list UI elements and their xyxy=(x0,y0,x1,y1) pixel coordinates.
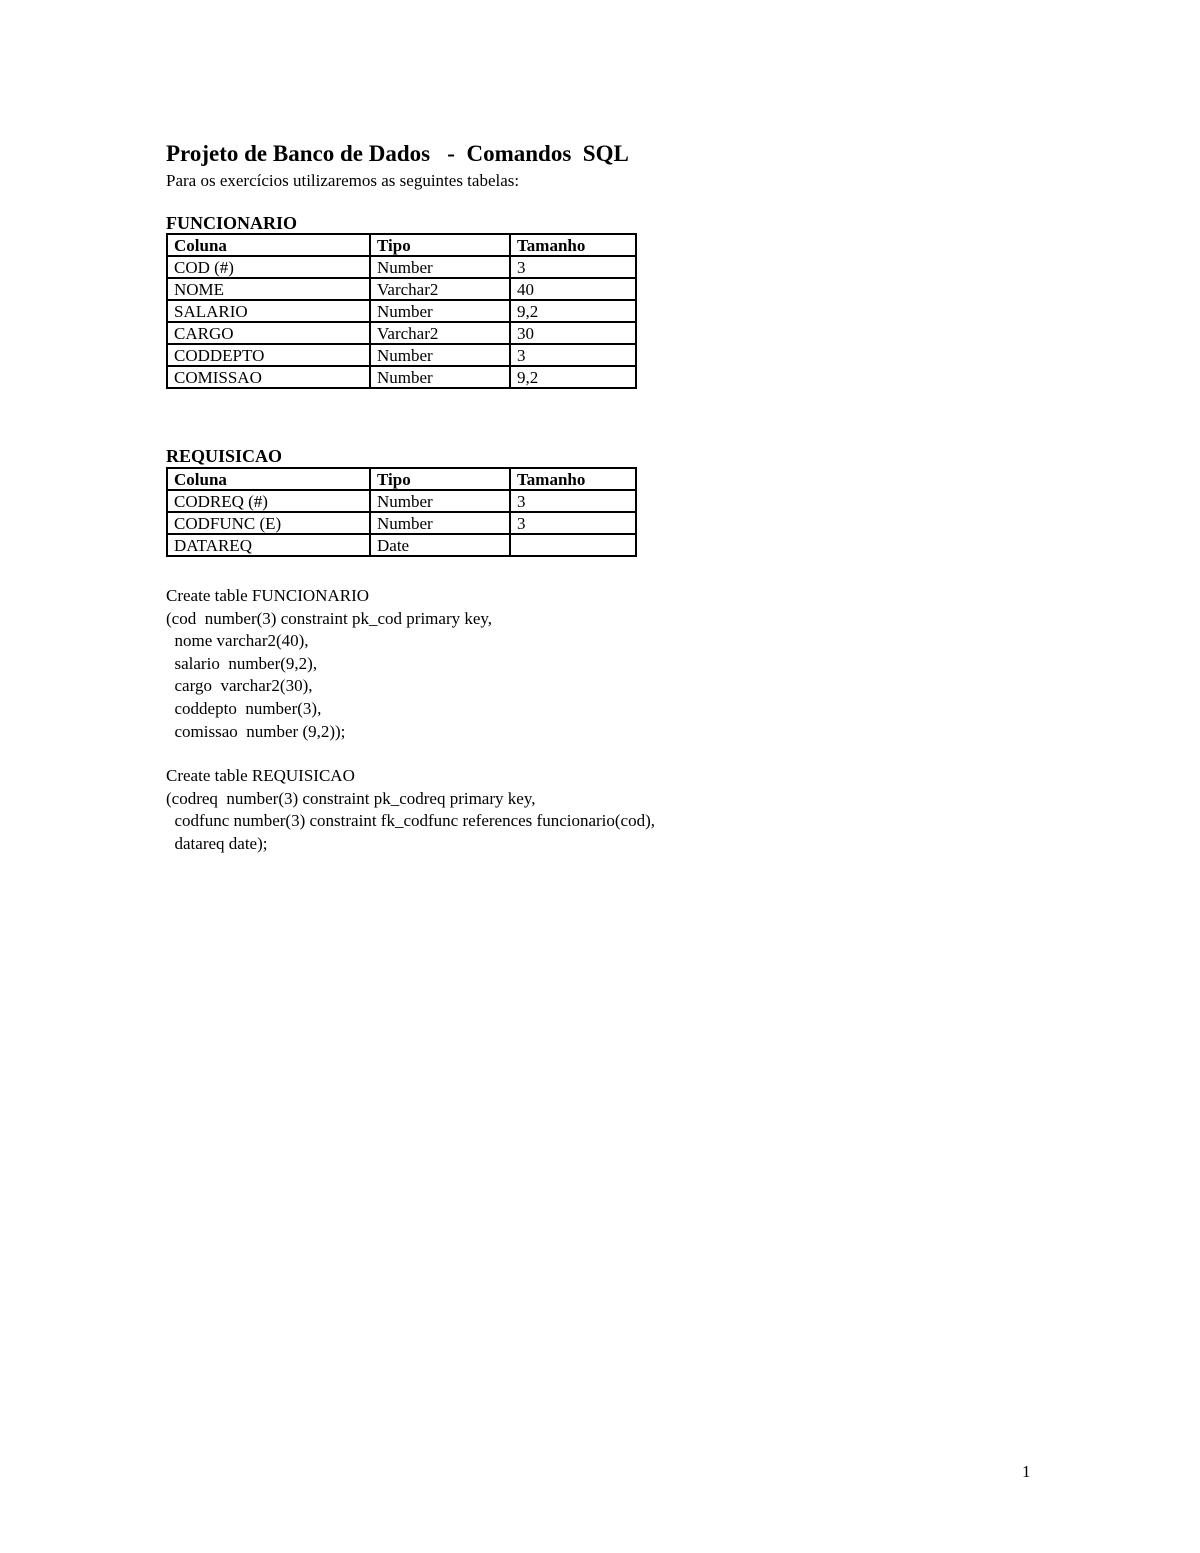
table-cell: DATAREQ xyxy=(167,534,370,556)
table-row xyxy=(167,278,636,300)
table-cell: 3 xyxy=(510,512,636,534)
table-cell: 3 xyxy=(510,344,636,366)
sql-create-requisicao xyxy=(166,765,655,855)
table-row xyxy=(167,300,636,322)
table-row xyxy=(167,490,636,512)
table-cell: Varchar2 xyxy=(370,278,510,300)
sql-line: comissao number (9,2)); xyxy=(166,721,346,741)
table-row xyxy=(167,534,636,556)
table-cell: 9,2 xyxy=(510,300,636,322)
intro-text: Para os exercícios utilizaremos as seguintes tabelas: xyxy=(166,171,520,190)
table-cell: Date xyxy=(370,534,510,556)
table-row xyxy=(167,256,636,278)
column-header: Coluna xyxy=(167,468,370,490)
sql-line: datareq date); xyxy=(166,833,268,853)
document-title: Projeto de Banco de Dados - Comandos SQL xyxy=(166,141,629,166)
table-cell: CODREQ (#) xyxy=(167,490,370,512)
column-header: Tamanho xyxy=(510,468,636,490)
table-cell: CARGO xyxy=(167,322,370,344)
table-cell: CODFUNC (E) xyxy=(167,512,370,534)
table-cell: SALARIO xyxy=(167,300,370,322)
sql-line: salario number(9,2), xyxy=(166,653,318,673)
table-cell xyxy=(510,534,636,556)
sql-line: Create table FUNCIONARIO xyxy=(166,586,370,605)
column-header: Tamanho xyxy=(510,234,636,256)
sql-line: Create table REQUISICAO xyxy=(166,766,355,785)
table-title-requisicao: REQUISICAO xyxy=(166,446,283,466)
table-cell: 30 xyxy=(510,322,636,344)
sql-line: cargo varchar2(30), xyxy=(166,676,313,696)
table-cell: 40 xyxy=(510,278,636,300)
table-header-row xyxy=(167,468,636,490)
table-cell: Number xyxy=(370,344,510,366)
column-header: Coluna xyxy=(167,234,370,256)
sql-line: codfunc number(3) constraint fk_codfunc references funcionario(cod), xyxy=(166,811,656,831)
page-number: 1 xyxy=(1022,1462,1031,1481)
sql-line: coddepto number(3), xyxy=(166,698,322,718)
sql-line: (cod number(3) constraint pk_cod primary key, xyxy=(166,608,493,628)
table-cell: Number xyxy=(370,256,510,278)
table-row xyxy=(167,512,636,534)
table-cell: 3 xyxy=(510,490,636,512)
table-cell: Number xyxy=(370,490,510,512)
table-cell: 3 xyxy=(510,256,636,278)
table-cell: COMISSAO xyxy=(167,366,370,388)
table-row xyxy=(167,344,636,366)
sql-create-funcionario xyxy=(166,585,492,743)
table-cell: COD (#) xyxy=(167,256,370,278)
table-title-funcionario: FUNCIONARIO xyxy=(166,213,298,233)
table-cell: Number xyxy=(370,512,510,534)
table-cell: NOME xyxy=(167,278,370,300)
table-funcionario xyxy=(166,233,637,389)
table-header-row xyxy=(167,234,636,256)
column-header: Tipo xyxy=(370,234,510,256)
table-requisicao xyxy=(166,467,637,557)
table-cell: 9,2 xyxy=(510,366,636,388)
sql-line: (codreq number(3) constraint pk_codreq primary key, xyxy=(166,788,536,808)
table-row xyxy=(167,322,636,344)
table-cell: Varchar2 xyxy=(370,322,510,344)
column-header: Tipo xyxy=(370,468,510,490)
table-cell: Number xyxy=(370,366,510,388)
table-cell: Number xyxy=(370,300,510,322)
sql-line: nome varchar2(40), xyxy=(166,631,309,651)
table-cell: CODDEPTO xyxy=(167,344,370,366)
table-row xyxy=(167,366,636,388)
